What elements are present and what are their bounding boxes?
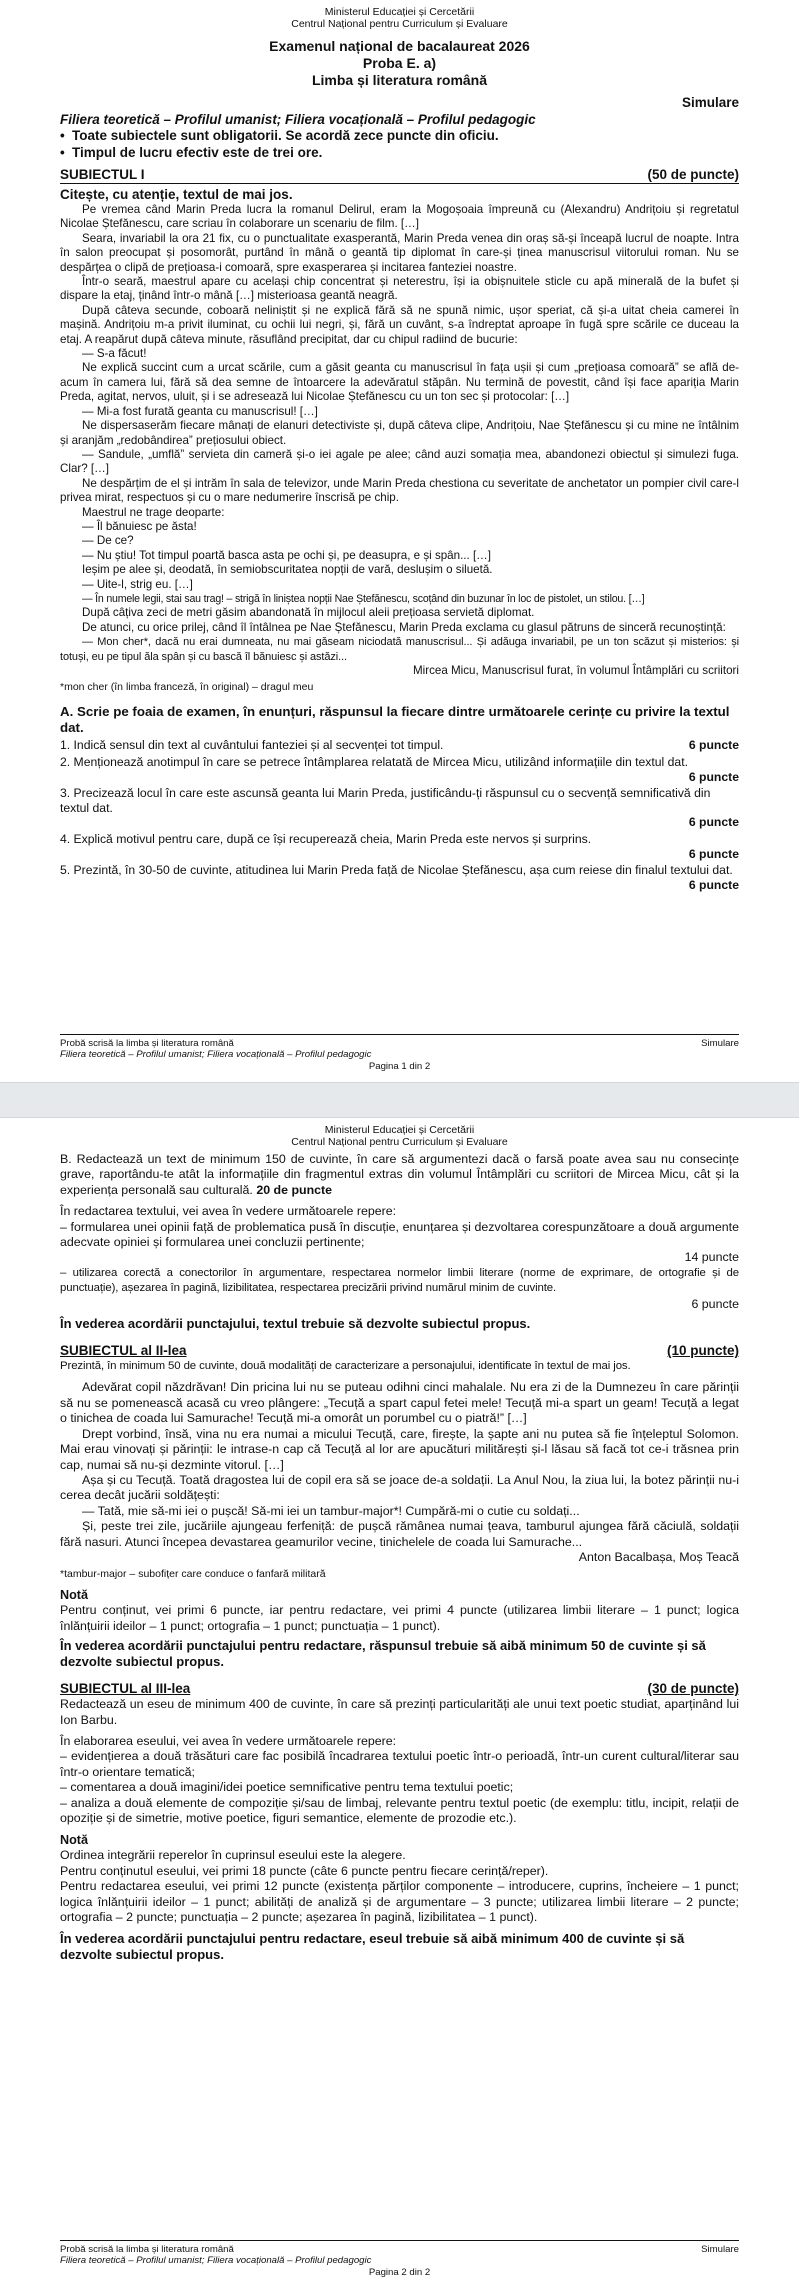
- dialogue-line: — Îl bănuiesc pe ăsta!: [82, 519, 197, 533]
- reper-points: 14 puncte: [684, 1250, 739, 1265]
- text-paragraph: Adevărat copil năzdrăvan! Din pricina lui nu se puteau odihni cinci mahalale. Nu era zi de la Dumnezeu în care părinții să nu se pomenească acasă cu vreo plângere: „Tecuță a spart capul fetei mele! Tecuță mi-a spart un geam! Tecuță a legat o tinichea de coada lui Samurache! Tecuță mi-a omorât un porumbel cu o piatră!” […]: [60, 1380, 739, 1426]
- text-paragraph: Seara, invariabil la ora 21 fix, cu o punctualitate exasperantă, Marin Preda venea din oraș să-și înceapă lucrul de noapte. Intra în salon preocupat și posomorât, purtând în mână o geantă tip diplomat în care-și ținea manuscrisul viitorului roman. Nu se despărțea o clipă de prețioasa-i comoară, spre exasperarea și incitarea fanteziei noastre.: [60, 231, 739, 274]
- exam-page-1: [0, 0, 799, 1082]
- exam-title: Examenul național de bacalaureat 2026: [269, 38, 530, 54]
- task-text: 1. Indică sensul din text al cuvântului fanteziei și al secvenței tot timpul.: [60, 738, 444, 753]
- footer-filiera: Filiera teoretică – Profilul umanist; Filiera vocațională – Profilul pedagogic: [60, 1049, 372, 1060]
- text-paragraph: Ieșim pe alee și, deodată, în semiobscuritatea nopții de vară, deslușim o siluetă.: [82, 563, 493, 577]
- subiect-2-heading: [60, 1342, 739, 1359]
- task-points: 6 puncte: [688, 815, 739, 830]
- task-points: 6 puncte: [688, 769, 739, 784]
- task-text: 5. Prezintă, în 30-50 de cuvinte, atitudinea lui Marin Preda față de Nicolae Ștefănescu, așa cum reiese din finalul textului dat.: [60, 863, 733, 878]
- page-separator: [0, 1082, 799, 1118]
- reper-points: 6 puncte: [691, 1296, 739, 1311]
- subiect-2-points: (10 puncte): [666, 1343, 739, 1359]
- ministry-name: Ministerul Educației și Cercetării: [324, 1124, 475, 1136]
- text-paragraph: După câțiva zeci de metri găsim abandonată în mijlocul aleii prețioasa servietă diplomat.: [82, 606, 535, 620]
- subiect-1-heading: [60, 166, 739, 184]
- dialogue-line: — Uite-l, strig eu. […]: [82, 577, 193, 591]
- text-paragraph: Așa și cu Tecuță. Toată dragostea lui de copil era să se joace de-a soldații. La Anul Nou, la ziua lui, la botez părinții nu-i cerea decât jucării soldățești:: [60, 1472, 739, 1503]
- page-footer: [60, 2240, 739, 2279]
- page-footer: [60, 1034, 739, 1073]
- text-paragraph: Și, peste trei zile, jucăriile ajungeau ferfeniță: de pușcă rămânea numai țeava, tamburul ajungea fără căciulă, soldații fără nasuri. Atunci începea devastarea geamurilor vecine, tinichelele de coada lui Samurache...: [60, 1519, 739, 1549]
- ministry-name: Ministerul Educației și Cercetării: [324, 6, 475, 18]
- text-paragraph: Într-o seară, maestrul apare cu același chip concentrat și neterestru, își ia obișnuitele sticle cu apă minerală de la bufet și dispare la etaj, ținând într-o mână […] misterioasa geantă neagră.: [60, 275, 739, 303]
- reper-item: – formularea unei opinii față de problematica pusă în discuție, enunțarea și dezvoltarea corespunzătoare a două argumente adecvate opiniei și formularea unei concluzii pertinente;: [60, 1219, 739, 1250]
- part-b-intro: [60, 1152, 739, 1198]
- task-points: 6 puncte: [688, 846, 739, 861]
- nota-line: Pentru redactarea eseului, vei primi 12 puncte (existența părților componente – introducere, cuprins, încheiere – 1 punct; logica înlănțuirii ideilor – 1 punct; abilități de analiză și de argumentare – 3 puncte; utilizarea limbii literare – 2 puncte; ortografia – 2 puncte; punctuația – 2 puncte; așezarea în pagină, lizibilitatea – 1 punct).: [60, 1879, 739, 1925]
- subiect-3-final: În vederea acordării punctajului pentru redactare, eseul trebuie să aibă minimum 400 de cuvinte și să dezvolte subiectul propus.: [60, 1931, 685, 1963]
- footnote-2: *tambur-major – subofițer care conduce o fanfară militară: [60, 1568, 326, 1581]
- dialogue-line: — Nu știu! Tot timpul poartă basca asta pe ochi și, pe deasupra, e și spân... […]: [82, 548, 492, 562]
- read-instruction: Citește, cu atenție, textul de mai jos.: [60, 187, 293, 202]
- subiect-3-instruction: Redactează un eseu de minimum 400 de cuvinte, în care să prezinți particularități ale unui text poetic studiat, aparținând lui Ion Barbu.: [60, 1697, 739, 1727]
- nota-heading: Notă: [60, 1833, 88, 1848]
- text-fragment-2: [60, 1380, 739, 1549]
- repere-heading: În redactarea textului, vei avea în vedere următoarele repere:: [60, 1204, 397, 1219]
- centre-name: Centrul Național pentru Curriculum și Evaluare: [291, 1136, 508, 1148]
- nota-heading: Notă: [60, 1588, 88, 1603]
- reper-item: – utilizarea corectă a conectorilor în argumentare, respectarea normelor limbii literare (norme de exprimare, de ortografie și de punctuație), așezarea în pagină, lizibilitatea, respectarea precizării privind numărul minim de cuvinte.: [60, 1266, 739, 1295]
- rule-time: • Timpul de lucru efectiv este de trei ore.: [60, 144, 739, 161]
- nota-line: Ordinea integrării reperelor în cuprinsul eseului este la alegere.: [60, 1848, 406, 1863]
- text-fragment: [60, 203, 739, 664]
- footer-left: Probă scrisă la limba și literatura română: [60, 2243, 234, 2255]
- subiect-1-title: SUBIECTUL I: [60, 167, 145, 182]
- part-b-final: În vederea acordării punctajului, textul trebuie să dezvolte subiectul propus.: [60, 1316, 531, 1332]
- dialogue-line: — Sandule, „umflă” servieta din cameră și-o iei agale pe alee; când auzi somația mea, abandonezi obiectul și simulezi fuga. Clar? […]: [60, 447, 739, 476]
- task-item: [60, 738, 739, 753]
- text-paragraph: Pe vremea când Marin Preda lucra la romanul Delirul, eram la Mogoșoaia împreună cu (Alexandru) Andrițoiu și regretatul Nicolae Ștefănescu, care scriau în colaborare un scenariu de film. […]: [60, 203, 739, 231]
- text-paragraph: — Mon cher*, dacă nu erai dumneata, nu mai găseam niciodată manuscrisul... Și adăuga invariabil, pe un ton scăzut și misterios: și totuși, eu pe tipul ăla spân și cu bască îl bănuiesc și astăzi...: [60, 636, 739, 663]
- subiect-3-heading: [60, 1680, 739, 1697]
- footer-filiera: Filiera teoretică – Profilul umanist; Filiera vocațională – Profilul pedagogic: [60, 2255, 372, 2266]
- footer-right: Simulare: [701, 1037, 739, 1049]
- reper-item: – analiza a două elemente de compoziție și/sau de limbaj, relevante pentru textul poetic (de exemplu: titlu, incipit, relații de opoziție și de simetrie, motive poetice, figuri semantice, elemente de prozodie etc.).: [60, 1795, 739, 1825]
- task-item: [60, 755, 739, 784]
- task-item: [60, 786, 739, 830]
- rule-mandatory: • Toate subiectele sunt obligatorii. Se acordă zece puncte din oficiu.: [60, 127, 739, 144]
- subiect-1-points: (50 de puncte): [647, 167, 739, 182]
- reper-item: – evidențierea a două trăsături care fac posibilă încadrarea textului poetic într-o perioadă, într-un curent cultural/literar sau într-o orientare tematică;: [60, 1749, 739, 1779]
- task-item: [60, 832, 739, 861]
- part-b-text: B. Redactează un text de minimum 150 de cuvinte, în care să argumentezi dacă o farsă poate avea sau nu consecințe grave, raportându-te atât la informațiile din fragmentul extras din volumul Întâmplări cu scriitori de Mircea Micu, cât și la experiența personală sau culturală.: [60, 1152, 739, 1197]
- subiect-2-instruction: Prezintă, în minimum 50 de cuvinte, două modalități de caracterizare a personajului, identificate în textul de mai jos.: [60, 1360, 631, 1373]
- dialogue-line: — În numele legii, stai sau trag! – strigă în liniștea nopții Nae Ștefănescu, scoțând din buzunar în loc de pistolet, un stilou. […]: [82, 592, 645, 605]
- subiect-2-final: În vederea acordării punctajului pentru redactare, răspunsul trebuie să aibă minimum 50 de cuvinte și să dezvolte subiectul propus.: [60, 1638, 706, 1670]
- exam-page-2: [0, 1118, 799, 2288]
- part-b-points: 20 de puncte: [256, 1182, 333, 1197]
- subiect-2-title: SUBIECTUL al II-lea: [60, 1343, 187, 1359]
- reper-item: – comentarea a două imagini/idei poetice semnificative pentru tema textului poetic;: [60, 1780, 514, 1795]
- centre-name: Centrul Național pentru Curriculum și Evaluare: [291, 18, 508, 30]
- text-paragraph: De atunci, cu orice prilej, când îl întâlnea pe Nae Ștefănescu, Marin Preda exclama cu glasul pătruns de sinceră recunoștință:: [82, 620, 726, 634]
- text-paragraph: După câteva secunde, coboară neliniștit și ne explică fără să ne spună nimic, ușor speriat, că și-a uitat cheia camerei în mașină. Andrițoiu m-a privit iluminat, cu ochii lui negri, și, fără un cuvânt, s-a îndreptat aproape în fugă spre scările ce duceau la etaj. A reapărut după câteva minute, răsuflând precipitat, dar cu chipul radiind de bucurie:: [60, 303, 739, 346]
- nota-text: Pentru conținut, vei primi 6 puncte, iar pentru redactare, vei primi 4 puncte (utilizarea limbii literare – 1 punct; logica înlănțuirii ideilor – 1 punct; ortografia – 1 punct; punctuația – 1 punct).: [60, 1603, 739, 1633]
- footer-left: Probă scrisă la limba și literatura română: [60, 1037, 234, 1049]
- subiect-3-points: (30 de puncte): [647, 1681, 739, 1697]
- proba-label: Proba E. a): [362, 55, 437, 71]
- subject-name: Limba și literatura română: [311, 72, 488, 88]
- task-text: 4. Explică motivul pentru care, după ce își recuperează cheia, Marin Preda este nervos și surprins.: [60, 831, 592, 846]
- text-paragraph: Maestrul ne trage deoparte:: [82, 505, 225, 519]
- dialogue-line: — Tată, mie să-mi iei o pușcă! Să-mi iei un tambur-major*! Cumpără-mi o cutie cu soldați...: [82, 1503, 580, 1518]
- source-citation-2: Anton Bacalbașa, Moș Teacă: [578, 1549, 739, 1564]
- footnote: *mon cher (în limba franceză, în original) – dragul meu: [60, 681, 314, 694]
- text-paragraph: Ne explică succint cum a urcat scările, cum a găsit geanta cu manuscrisul în fața ușii și cum „prețioasa comoară” se află de-acum în camera lui, fără să dea semne de întoarcere la adevăratul stăpân. Nu termină de povestit, când își face apariția Marin Preda, agitat, nervos, uluit, și i se adresează lui Nicolae Ștefănescu cu un ton sec și protocolar: […]: [60, 361, 739, 404]
- dialogue-line: — S-a făcut!: [82, 347, 147, 361]
- page-number: Pagina 1 din 2: [368, 1060, 431, 1072]
- part-a-heading: A. Scrie pe foaia de examen, în enunțuri, răspunsul la fiecare dintre următoarele cerințe cu privire la textul dat.: [60, 704, 730, 736]
- dialogue-line: — De ce?: [82, 534, 134, 548]
- task-text: 2. Menționează anotimpul în care se petrece întâmplarea relatată de Mircea Micu, utilizând informațiile din textul dat.: [60, 755, 688, 769]
- filiera-line: Filiera teoretică – Profilul umanist; Filiera vocațională – Profilul pedagogic: [60, 112, 536, 127]
- task-text: 3. Precizează locul în care este ascunsă geanta lui Marin Preda, justificându-ți răspunsul cu o secvență semnificativă din textul dat.: [60, 786, 711, 815]
- task-points: 6 puncte: [688, 738, 739, 753]
- task-item: [60, 863, 739, 892]
- text-paragraph: Drept vorbind, însă, vina nu era numai a micului Tecuță, care, firește, la șapte ani nu putea să fie înțeleptul Solomon. Mai erau vinovați și părinții: le intrase-n cap că Tecuță al lor are apucături militărești și-l lăsau să facă tot ce-i trăsnea prin cap, numai să nu-și dezminte vitorul. […]: [60, 1426, 739, 1472]
- source-citation: Mircea Micu, Manuscrisul furat, în volumul Întâmplări cu scriitori: [412, 664, 739, 677]
- nota-line: Pentru conținutul eseului, vei primi 18 puncte (câte 6 puncte pentru fiecare cerință/reper).: [60, 1863, 549, 1878]
- simulare-label: Simulare: [681, 95, 739, 110]
- text-paragraph: Ne dispersaserăm fiecare mânați de elanuri detectiviste și, după câteva clipe, Andrițoiu, Nae Ștefănescu și cu mine ne întâlnim și aranjăm „redobândirea” prețiosului obiect.: [60, 419, 739, 447]
- page-number: Pagina 2 din 2: [368, 2266, 431, 2278]
- task-points: 6 puncte: [688, 877, 739, 892]
- footer-right: Simulare: [701, 2243, 739, 2255]
- dialogue-line: — Mi-a fost furată geanta cu manuscrisul! […]: [82, 404, 318, 418]
- subiect-3-title: SUBIECTUL al III-lea: [60, 1681, 191, 1697]
- text-paragraph: Ne despărțim de el și intrăm în sala de televizor, unde Marin Preda chestiona cu severitate de anchetator un pompier civil care-l privea mirat, respectuos și cu o mare nedumerire înscrisă pe chip.: [60, 476, 739, 505]
- repere-heading: În elaborarea eseului, vei avea în vedere următoarele repere:: [60, 1733, 397, 1748]
